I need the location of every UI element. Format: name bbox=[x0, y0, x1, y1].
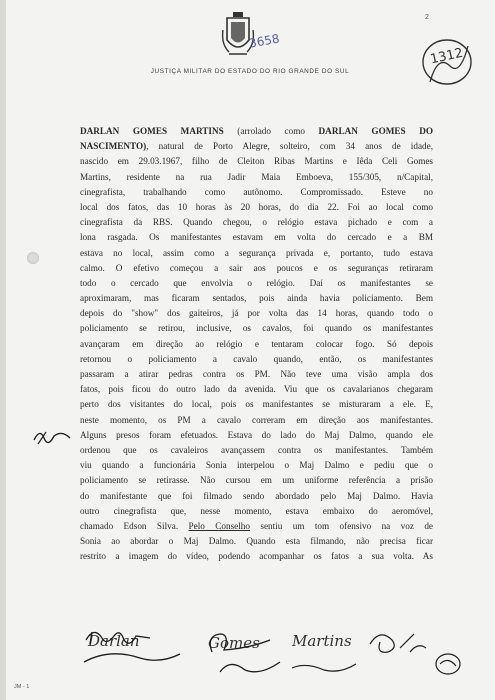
text-segment: neste momento, os PM a cavalo correram em direção aos manifestantes. bbox=[80, 414, 433, 425]
text-line bbox=[80, 261, 433, 276]
text-line bbox=[80, 397, 433, 412]
text-line bbox=[80, 139, 433, 154]
text-line bbox=[80, 489, 433, 504]
text-line bbox=[80, 170, 433, 185]
text-segment: nascido em 29.03.1967, filho de Cleiton Ribas Martins e Iêda Celi Gomes bbox=[80, 156, 433, 167]
text-segment: outro cinegrafista que, nesse momento, estava embaixo do aeromóvel, bbox=[80, 505, 433, 516]
text-line bbox=[80, 276, 433, 291]
institution-header: JUSTIÇA MILITAR DO ESTADO DO RIO GRANDE DO SUL bbox=[150, 68, 350, 75]
text-segment: perto dos visitantes do local, pois os manifestantes se misturaram a ele. E, bbox=[80, 399, 433, 410]
text-line bbox=[80, 215, 433, 230]
signature-martins bbox=[292, 664, 356, 671]
signature-witness-scribble bbox=[370, 634, 460, 674]
bold-name-text: DARLAN GOMES MARTINS bbox=[80, 126, 224, 136]
scan-edge-shadow bbox=[0, 0, 6, 700]
text-line bbox=[80, 382, 433, 397]
text-segment: chamado Edson Silva. bbox=[80, 520, 189, 531]
text-line bbox=[80, 504, 433, 519]
testimony-text bbox=[80, 124, 433, 564]
text-segment: lona rasgada. Os manifestantes estavam em volta do cercado e a BM bbox=[80, 232, 433, 243]
text-segment: Sonia ao abordar o Maj Dalmo. Quando esta filmando, não precisa ficar bbox=[80, 536, 433, 547]
text-line bbox=[80, 200, 433, 215]
text-segment: calmo. O efetivo começou a sair aos poucos e os seguranças retiraram bbox=[80, 262, 433, 273]
text-line bbox=[80, 519, 433, 534]
text-segment: cinegrafista, trabalhando como autônomo. Compromissado. Esteve no bbox=[80, 186, 433, 197]
text-line bbox=[80, 549, 433, 564]
stamp-number: 3658 bbox=[248, 31, 281, 51]
svg-text:1312: 1312 bbox=[428, 45, 465, 68]
binder-hole bbox=[27, 252, 39, 264]
text-segment: Martins, residente na rua Jadir Maia Emboeva, 155/305, n/Capital, bbox=[80, 171, 433, 182]
text-line bbox=[80, 154, 433, 169]
text-segment: Pelo Conselho bbox=[188, 520, 250, 531]
page-number: 2 bbox=[425, 14, 429, 21]
svg-text:Gomes: Gomes bbox=[208, 634, 260, 652]
margin-annotation-mark-icon bbox=[32, 426, 72, 448]
svg-text:Darlan: Darlan bbox=[88, 632, 140, 650]
text-segment: , natural de Porto Alegre, solteiro, com 34 anos de idade, bbox=[146, 141, 433, 152]
text-segment: estava no local, assim como a segurança privada e, portanto, tudo estava bbox=[80, 247, 433, 258]
text-segment: cinegrafista da RBS. Quando chegou, o relógio estava pichado e com a bbox=[80, 217, 433, 228]
text-segment: policiamento se retirasse. Não cursou em um uniforme referência a prisão bbox=[80, 475, 433, 486]
text-segment: viu quando a funcionária Sonia interpelou o Maj Dalmo e pediu que o bbox=[80, 460, 433, 471]
text-line bbox=[80, 246, 433, 261]
text-line bbox=[80, 443, 433, 458]
text-line bbox=[80, 230, 433, 245]
text-segment: sentiu um tom ofensivo na voz de bbox=[249, 520, 433, 531]
form-code: JM - 1 bbox=[14, 684, 30, 690]
text-line bbox=[80, 473, 433, 488]
text-line bbox=[80, 428, 433, 443]
text-line bbox=[80, 291, 433, 306]
text-segment: do manifestante que foi filmado sendo abordado pelo Maj Dalmo. Havia bbox=[80, 490, 433, 501]
text-segment: fatos, pois ficou do outro lado da avenida. Viu que os cavalarianos chegaram bbox=[80, 384, 433, 395]
text-line bbox=[80, 337, 433, 352]
text-line bbox=[80, 413, 433, 428]
text-line bbox=[80, 367, 433, 382]
text-line bbox=[80, 458, 433, 473]
text-segment: policiamento se retirou, inclusive, os cavalos, foi quando os manifestantes bbox=[80, 323, 433, 334]
text-line bbox=[80, 352, 433, 367]
text-segment: avançaram em direção ao relógio e tentaram colocar fogo. Só depois bbox=[80, 338, 433, 349]
text-segment: ordenou que os cavaleiros avançassem contra os manifestantes. Também bbox=[80, 444, 433, 455]
text-segment: local dos fatos, das 10 horas às 20 horas, do dia 22. Foi ao local como bbox=[80, 201, 433, 212]
text-segment: restrito a imagem do vídeo, podendo acompanhar os fatos a sua volta. As bbox=[80, 551, 433, 562]
bold-name-text: NASCIMENTO) bbox=[80, 141, 147, 152]
text-line bbox=[80, 124, 433, 139]
text-segment: Alguns presos foram efetuados. Estava do lado do Maj Dalmo, quando ele bbox=[80, 429, 433, 440]
coat-of-arms-icon bbox=[219, 10, 257, 60]
text-segment: (arrolado como bbox=[223, 126, 319, 136]
text-segment: depois do "show" dos gaiteiros, já por volta das 14 horas, quando todo o bbox=[80, 308, 433, 319]
text-line bbox=[80, 321, 433, 336]
bold-name-text: DARLAN GOMES DO bbox=[318, 126, 433, 136]
text-segment: passaram a atirar pedras contra os PM. Não teve uma visão ampla dos bbox=[80, 369, 433, 379]
svg-text:Martins: Martins bbox=[292, 632, 352, 650]
text-line bbox=[80, 534, 433, 549]
seal-number-label bbox=[420, 36, 474, 88]
text-segment: todo o cercado que envolvia o relógio. Daí os manifestantes se bbox=[80, 277, 433, 288]
signatures-area bbox=[80, 618, 475, 692]
text-line bbox=[80, 185, 433, 200]
text-segment: retornou o policiamento a cavalo quando, então, os manifestantes bbox=[80, 353, 433, 364]
text-segment: aproximaram, mas ficaram sentados, pois ainda havia policiamento. Bem bbox=[80, 293, 433, 304]
text-line bbox=[80, 306, 433, 321]
